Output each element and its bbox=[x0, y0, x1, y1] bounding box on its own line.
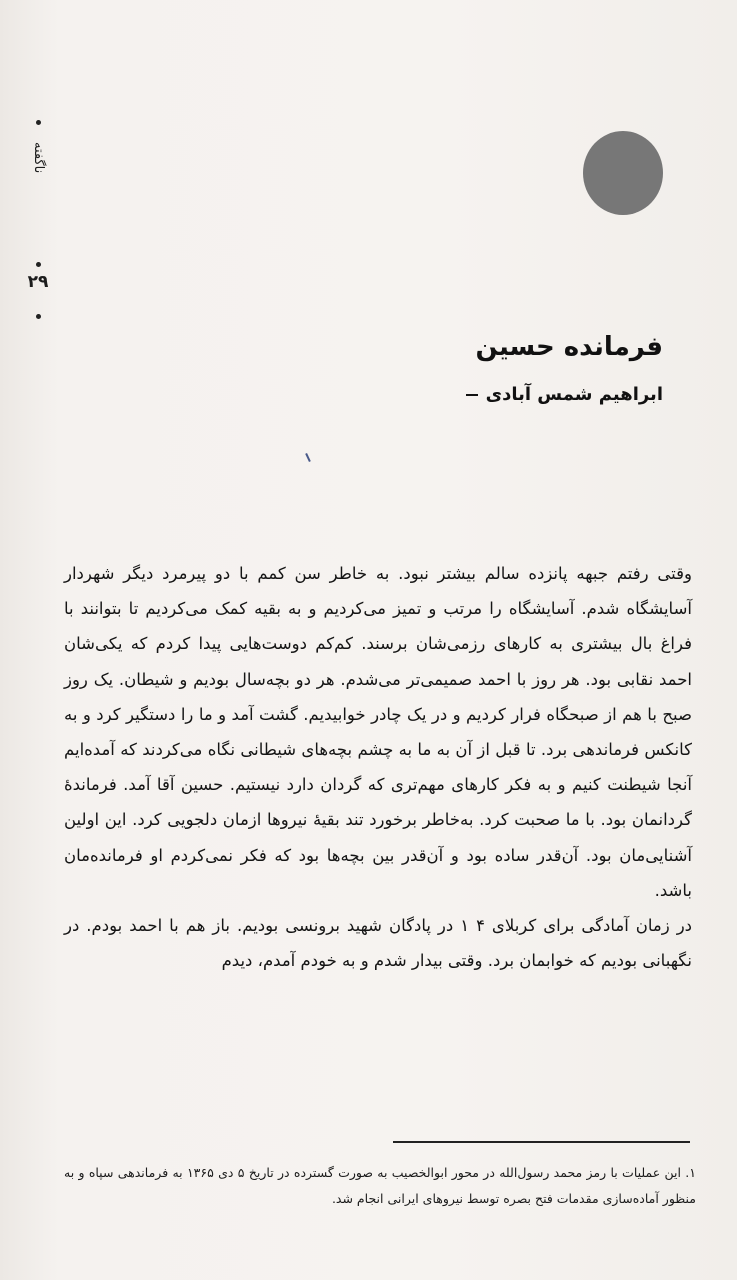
paragraph: در زمان آمادگی برای کربلای ۴ ۱ در پادگان شهید برونسی بودیم. باز هم با احمد بودم. در نگهبانی بودیم که خوابمان برد. وقتی بیدار شدم و به خودم آمدم، دیدم bbox=[64, 916, 693, 971]
footnote-divider bbox=[393, 1141, 690, 1143]
author-dash bbox=[466, 394, 478, 396]
side-ornament bbox=[28, 112, 48, 332]
ornament-dot-top bbox=[36, 120, 41, 125]
chapter-title: فرمانده حسین bbox=[475, 332, 663, 362]
paragraph: وقتی رفتم جبهه پانزده سالم بیشتر نبود. به خاطر سن کمم با دو پیرمرد دیگر شهردار آسایشگاه شدم. آسایشگاه را مرتب و تمیز می‌کردیم و به بقیه کمک می‌کردیم تا بتوانند با فراغ بال بیشتری به کارهای رزمی‌شان برسند. کم‌کم دوست‌هایی پیدا کردم که یکی‌شان احمد نقابی بود. هر روز با احمد صمیمی‌تر می‌شدم. هر دو بچه‌سال بودیم و شیطان. یک روز صبح با هم از صبحگاه فرار کردیم و در یک چادر خوابیدیم. گشت آمد و ما را دستگیر کرد و به کانکس فرماندهی برد. تا قبل از آن به ما به چشم بچه‌های شیطانی نگاه می‌کردند که آمده‌ایم آنجا شیطنت کنیم و به فکر کارهای مهم‌تری که گردان دارد نیستیم. حسین آقا آمد. فرماندهٔ گردانمان بود. با ما صحبت کرد. به‌خاطر برخورد تند بقیهٔ نیروها ازمان دلجویی کرد. این اولین آشنایی‌مان بود. آن‌قدر ساده بود و آن‌قدر بین بچه‌ها بود که فکر نمی‌کردم او فرمانده‌مان باشد. bbox=[64, 564, 692, 900]
page-number: ۲۹ bbox=[27, 272, 49, 292]
running-title: ناگفته bbox=[31, 142, 46, 174]
author-line bbox=[466, 384, 663, 405]
stray-ink-mark bbox=[305, 453, 311, 462]
footnote: ۱. این عملیات با رمز محمد رسول‌الله در محور ابوالخصیب به صورت گسترده در تاریخ ۵ دی ۱۳۶۵ به فرماندهی سپاه و به منظور آماده‌سازی مقدمات فتح بصره توسط نیروهای ایرانی انجام شد. bbox=[64, 1165, 696, 1206]
author-name: ابراهیم شمس آبادی bbox=[485, 384, 663, 405]
ornament-dot-middle bbox=[36, 262, 41, 267]
decorative-circle bbox=[583, 131, 663, 215]
ornament-dot-bottom bbox=[36, 314, 41, 319]
body-text bbox=[64, 556, 692, 978]
